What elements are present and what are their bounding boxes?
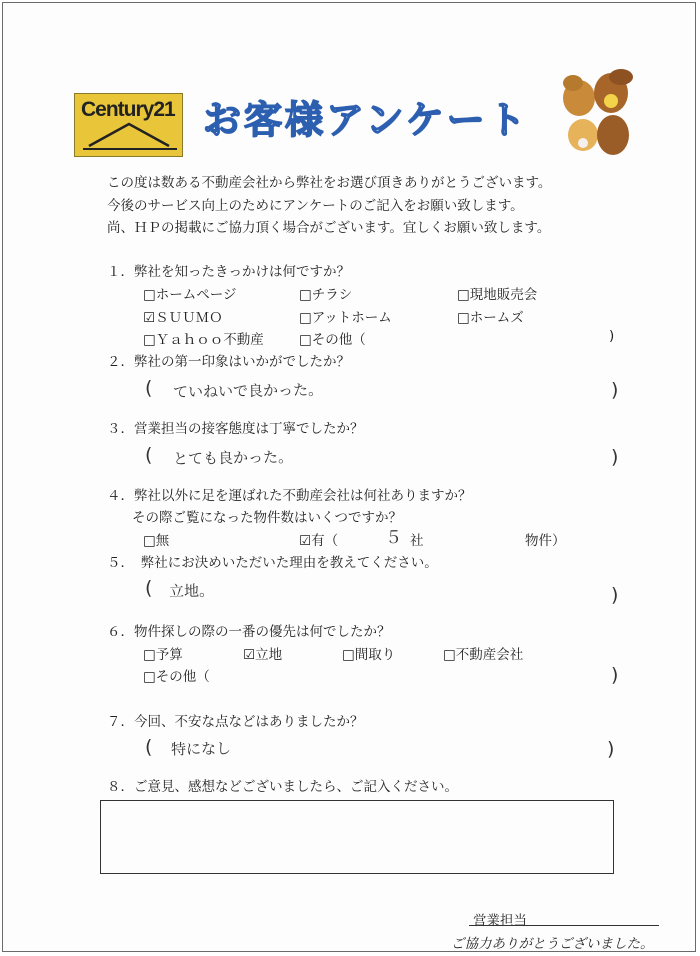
question-8: ８．ご意見、感想などございましたら、ご記入ください。	[107, 779, 458, 795]
intro-line-1: この度は数ある不動産会社から弊社をお選び頂きありがとうございます。	[107, 175, 552, 191]
century21-logo	[74, 93, 183, 157]
q4-unit-companies: 社	[410, 533, 424, 549]
q6-option-location[interactable]: ☑立地	[243, 647, 283, 663]
question-2: ２．弊社の第一印象はいかがでしたか？	[107, 354, 350, 370]
q1-option-flyer[interactable]: □チラシ	[299, 287, 353, 303]
question-4: ４．弊社以外に足を運ばれた不動産会社は何社ありますか？	[107, 488, 472, 504]
q1-option-homes[interactable]: □ホームズ	[457, 310, 524, 326]
question-7: ７．今回、不安な点などはありましたか？	[107, 714, 364, 730]
q3-close-paren: )	[611, 446, 619, 468]
q6-option-layout[interactable]: □間取り	[342, 647, 396, 663]
q4-option-none[interactable]: □無	[143, 533, 170, 549]
q7-answer[interactable]: 特になし	[170, 739, 232, 759]
q1-option-yahoo[interactable]: □Ｙａｈｏｏ不動産	[143, 332, 264, 348]
thanks-text: ご協力ありがとうございました。	[451, 936, 654, 952]
q6-option-budget[interactable]: □予算	[143, 647, 183, 663]
q3-answer[interactable]: とても良かった。	[172, 447, 294, 469]
q5-open-paren: (	[145, 577, 153, 599]
q1-option-suumo[interactable]: ☑ＳＵＵＭＯ	[143, 310, 223, 326]
intro-line-2: 今後のサービス向上のためにアンケートのご記入をお願い致します。	[107, 198, 524, 214]
q2-open-paren: (	[145, 377, 153, 399]
question-3: ３．営業担当の接客態度は丁寧でしたか？	[107, 421, 364, 437]
staff-label: 営業担当	[473, 913, 527, 929]
q7-close-paren: )	[607, 738, 615, 760]
logo-text: Century21	[81, 98, 175, 121]
q1-option-other[interactable]: □その他（	[299, 332, 366, 348]
q1-option-open-house[interactable]: □現地販売会	[457, 287, 538, 303]
question-1: １．弊社を知ったきっかけは何ですか？	[107, 264, 350, 280]
comments-box[interactable]	[100, 800, 614, 874]
q4-option-yes[interactable]: ☑有（	[299, 533, 339, 549]
question-4-sub: その際ご覧になった物件数はいくつですか？	[132, 510, 402, 526]
q4-company-count[interactable]: ５	[384, 527, 403, 549]
dog-mascots-illustration	[551, 63, 639, 163]
q3-open-paren: (	[145, 444, 153, 466]
question-6: ６．物件探しの際の一番の優先は何でしたか？	[107, 624, 391, 640]
q1-option-homepage[interactable]: □ホームページ	[143, 287, 237, 303]
intro-line-3: 尚、ＨＰの掲載にご協力頂く場合がございます。宜しくお願い致します。	[107, 220, 551, 236]
q2-answer[interactable]: ていねいで良かった。	[172, 380, 324, 402]
survey-sheet	[2, 2, 696, 952]
q7-open-paren: (	[145, 736, 153, 758]
staff-signature-line[interactable]	[469, 925, 659, 926]
q5-close-paren: )	[611, 584, 619, 606]
q5-answer[interactable]: 立地。	[168, 581, 215, 601]
q6-option-agency[interactable]: □不動産会社	[443, 647, 524, 663]
q1-other-close-paren: )	[609, 328, 615, 344]
q6-option-other[interactable]: □その他（	[143, 669, 210, 685]
page-title: お客様アンケート	[203, 98, 529, 142]
q2-close-paren: )	[611, 379, 619, 401]
q1-option-athome[interactable]: □アットホーム	[299, 310, 392, 326]
q4-unit-properties: 物件）	[525, 533, 566, 549]
q6-other-close-paren: )	[611, 664, 619, 686]
question-5: ５． 弊社にお決めいただいた理由を教えてください。	[107, 555, 438, 571]
